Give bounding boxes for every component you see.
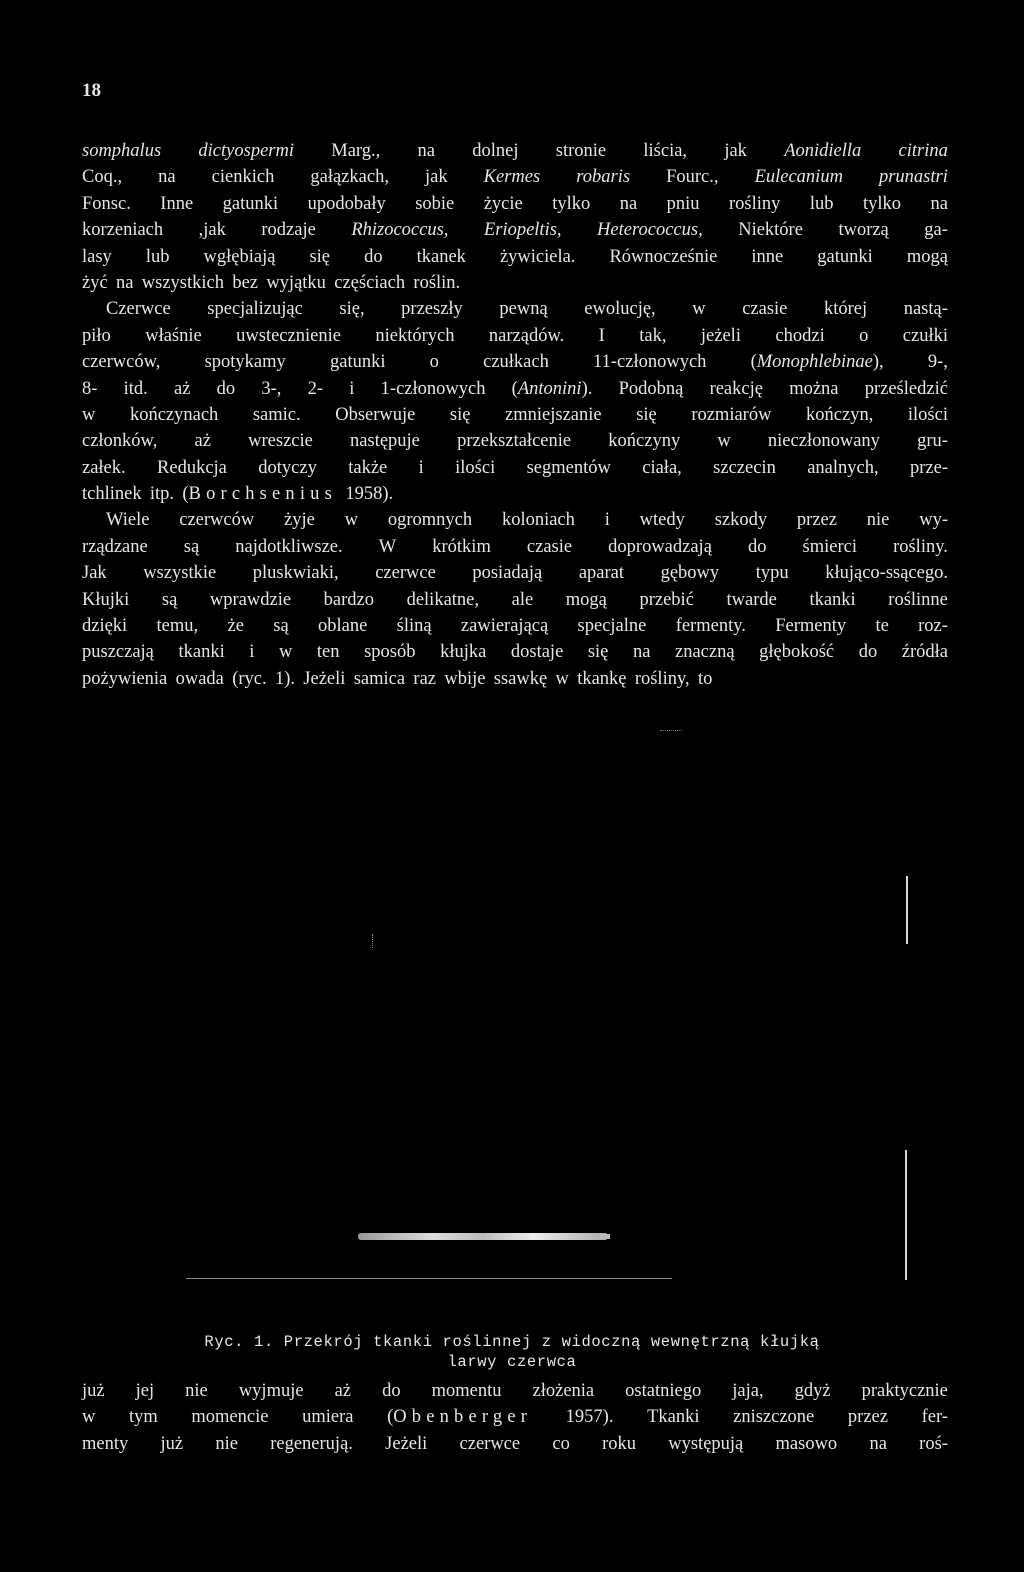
word: o — [859, 325, 869, 346]
word: częściach — [334, 272, 406, 293]
word: ostatniego — [625, 1381, 702, 1401]
word: czerwców, — [82, 352, 161, 373]
word: twarde — [726, 589, 777, 610]
word: w — [82, 404, 96, 425]
word: właśnie — [145, 325, 202, 346]
word: 11-członowych — [593, 352, 707, 373]
word: jak — [724, 141, 747, 161]
word: roku — [602, 1433, 636, 1454]
word: 3-, — [261, 378, 282, 399]
word: tworzą — [838, 220, 889, 241]
word: regenerują. — [270, 1433, 353, 1454]
word: roś- — [919, 1433, 948, 1454]
word: już — [82, 1381, 105, 1401]
word: najdotkliwsze. — [235, 536, 343, 557]
word: Wiele — [106, 510, 150, 531]
word: Jeżeli — [385, 1433, 428, 1454]
word: pożywienia — [82, 668, 168, 689]
word: Kłujki — [82, 589, 130, 610]
figure-caption — [150, 1332, 874, 1372]
word: czułki — [902, 325, 948, 346]
word: i — [604, 510, 610, 531]
word: prześledzić — [864, 378, 948, 399]
figure-illustration — [0, 700, 1024, 1300]
word: W — [378, 536, 397, 557]
word: Eulecanium — [754, 167, 843, 188]
word: roz- — [918, 616, 948, 637]
word: ale — [511, 589, 534, 610]
word: 8- — [82, 378, 98, 399]
word: rośliny — [729, 193, 781, 214]
word: przez — [847, 1407, 888, 1428]
word: się — [449, 404, 471, 425]
page-number: 18 — [82, 80, 101, 101]
word: Niektóre — [738, 220, 803, 241]
text-line — [82, 164, 948, 190]
word: wyjątku — [266, 272, 326, 293]
word: itp. — [149, 484, 175, 505]
body-text-top — [82, 138, 948, 692]
word: gru- — [917, 431, 948, 452]
word: robaris — [576, 167, 631, 188]
word: czasie — [526, 536, 573, 557]
figure-dots — [660, 730, 682, 731]
text-line — [82, 639, 948, 665]
word: reakcję — [709, 378, 763, 399]
word: raz — [413, 668, 437, 689]
figure-stylet-tip — [600, 1234, 610, 1239]
word: dolnej — [472, 141, 519, 161]
word: szkody — [714, 510, 768, 531]
word: na — [158, 167, 176, 188]
word: dotyczy — [258, 457, 317, 478]
word: Jak — [82, 563, 107, 584]
word: szczecin — [713, 457, 776, 478]
text-line — [82, 428, 948, 454]
word: już — [160, 1433, 184, 1454]
word: kończyn, — [806, 404, 874, 425]
word: o — [429, 352, 439, 373]
word: tkanki — [178, 642, 225, 663]
word: Obserwuje — [335, 404, 416, 425]
word: gatunki — [817, 246, 873, 267]
word: śmierci — [802, 536, 857, 557]
text-line — [82, 560, 948, 586]
word: Heterococcus, — [597, 220, 703, 241]
word: wtedy — [639, 510, 685, 531]
word: ,jak — [198, 220, 226, 241]
word: Jeżeli — [303, 668, 346, 689]
word: ssawkę — [493, 668, 548, 689]
word: nie — [185, 1381, 208, 1401]
word: gatunki — [222, 193, 279, 214]
word: stronie — [555, 141, 607, 161]
word: jak — [425, 167, 448, 188]
word: której — [823, 299, 868, 320]
word: się — [309, 246, 331, 267]
word: menty — [82, 1433, 129, 1454]
word: roślinne — [888, 589, 948, 610]
word: posiadają — [472, 563, 543, 584]
word: załek. — [82, 457, 126, 478]
word: lub — [145, 246, 170, 267]
word: w — [82, 1407, 96, 1428]
word: Tkanki — [647, 1407, 700, 1428]
word: wszystkich — [141, 272, 224, 293]
word: sobie — [415, 193, 455, 214]
word: typu — [755, 563, 789, 584]
word: jej — [135, 1381, 155, 1401]
word: w — [555, 668, 569, 689]
word: I — [598, 325, 605, 346]
word: gdyż — [794, 1381, 831, 1401]
word: Eriopeltis, — [483, 220, 562, 241]
word: prunastri — [878, 167, 948, 188]
word: fermenty. — [675, 616, 746, 637]
word: rządzane — [82, 536, 148, 557]
word: narządów. — [488, 325, 565, 346]
word: źródła — [901, 642, 948, 663]
word: Aonidiella — [784, 141, 862, 161]
word: jeżeli — [700, 325, 741, 346]
text-line — [82, 270, 948, 296]
word: mogą — [906, 246, 948, 267]
word: żyje — [284, 510, 315, 531]
word: kończynach — [129, 404, 219, 425]
word: nastą- — [903, 299, 948, 320]
word: przeszły — [401, 299, 463, 320]
word: tylko — [862, 193, 902, 214]
text-line — [82, 507, 948, 533]
word: czasie — [742, 299, 788, 320]
word: 1-członowych — [380, 378, 486, 399]
word: tkankę — [577, 668, 627, 689]
figure-stylet-band — [358, 1233, 608, 1240]
word: i — [418, 457, 424, 478]
word: na — [632, 642, 651, 663]
word: ogromnych — [387, 510, 473, 531]
word: czerwców — [179, 510, 255, 531]
word: sposób — [364, 642, 416, 663]
word: rodzaje — [261, 220, 316, 241]
word: się, — [339, 299, 365, 320]
word: to — [697, 668, 713, 689]
word: pniu — [666, 193, 700, 214]
word: i — [249, 642, 255, 663]
word: przez — [796, 510, 837, 531]
word: wgłębiają — [203, 246, 276, 267]
word: 9-, — [927, 352, 948, 373]
word: somphalus — [82, 141, 162, 161]
figure-vertical-line — [905, 1150, 907, 1280]
word: gębowy — [660, 563, 720, 584]
text-line — [82, 1378, 948, 1404]
word: Inne — [160, 193, 194, 214]
word: Rhizococcus, — [351, 220, 449, 241]
text-line — [82, 1431, 948, 1457]
word: (Borchsenius — [182, 484, 337, 505]
text-line — [82, 666, 948, 692]
word: momentu — [431, 1381, 502, 1401]
word: puszczają — [82, 642, 154, 663]
word: wy- — [919, 510, 948, 531]
word: ilości — [455, 457, 496, 478]
word: Fonsc. — [82, 193, 131, 214]
caption-line-1: Ryc. 1. Przekrój tkanki roślinnej z widoczną wewnętrzną kłujką — [204, 1333, 820, 1351]
word: ewolucję, — [584, 299, 656, 320]
word: śliną — [396, 616, 432, 637]
word: się — [587, 642, 609, 663]
word: na — [116, 272, 134, 293]
text-line — [82, 402, 948, 428]
word: 1958). — [345, 484, 394, 505]
word: ga- — [924, 220, 948, 241]
text-line — [82, 455, 948, 481]
word: kłujka — [440, 642, 487, 663]
word: głębokość — [759, 642, 835, 663]
text-line — [82, 217, 948, 243]
word: temu, — [156, 616, 199, 637]
word: (Antonini). — [511, 378, 593, 399]
word: życie — [483, 193, 523, 214]
word: (Obenberger — [387, 1407, 533, 1428]
word: do — [364, 246, 383, 267]
word: bez — [232, 272, 258, 293]
word: niektórych — [375, 325, 455, 346]
word: owada — [175, 668, 224, 689]
word: aż — [174, 378, 191, 399]
word: 2- — [307, 378, 324, 399]
word: praktycznie — [861, 1381, 948, 1401]
word: piło — [82, 325, 111, 346]
word: w — [344, 510, 359, 531]
word: są — [161, 589, 178, 610]
word: i — [349, 378, 355, 399]
word: korzeniach — [82, 220, 164, 241]
word: Redukcja — [157, 457, 227, 478]
word: lasy — [82, 246, 112, 267]
word: upodobały — [307, 193, 386, 214]
word: specjalizując — [207, 299, 303, 320]
text-line — [82, 1404, 948, 1430]
word: dzięki — [82, 616, 128, 637]
word: aż — [334, 1381, 352, 1401]
text-line — [82, 296, 948, 322]
word: zniszczone — [733, 1407, 815, 1428]
text-line — [82, 349, 948, 375]
word: następuje — [350, 431, 420, 452]
word: pewną — [499, 299, 548, 320]
word: analnych, — [807, 457, 879, 478]
word: ilości — [907, 404, 948, 425]
word: są — [183, 536, 200, 557]
word: segmentów — [526, 457, 611, 478]
word: na — [619, 193, 638, 214]
word: przebić — [639, 589, 694, 610]
text-line — [82, 376, 948, 402]
word: inne — [751, 246, 784, 267]
word: na — [930, 193, 948, 214]
word: te — [875, 616, 889, 637]
figure-vertical-line — [906, 876, 908, 944]
word: w — [717, 431, 731, 452]
word: liścia, — [643, 141, 688, 161]
text-line — [82, 244, 948, 270]
word: ciała, — [642, 457, 682, 478]
word: czerwce — [459, 1433, 521, 1454]
word: nieczłonowany — [767, 431, 880, 452]
word: prze- — [909, 457, 948, 478]
word: nie — [215, 1433, 238, 1454]
word: masowo — [775, 1433, 838, 1454]
word: momencie — [191, 1407, 269, 1428]
word: występują — [668, 1433, 744, 1454]
word: delikatne, — [406, 589, 480, 610]
word: Czerwce — [106, 299, 171, 320]
word: samica — [353, 668, 406, 689]
word: w — [278, 642, 293, 663]
word: wreszcie — [248, 431, 313, 452]
word: kłująco-ssącego. — [825, 563, 948, 584]
word: tchlinek — [82, 484, 142, 505]
word: ten — [316, 642, 340, 663]
word: nie — [866, 510, 890, 531]
word: pluskwiaki, — [252, 563, 339, 584]
word: tkanek — [416, 246, 466, 267]
word: do — [747, 536, 767, 557]
word: wyjmuje — [238, 1381, 304, 1401]
word: 1). — [274, 668, 295, 689]
text-line — [82, 613, 948, 639]
word: rośliny. — [893, 536, 948, 557]
figure-baseline — [186, 1278, 672, 1279]
text-line — [82, 323, 948, 349]
word: na — [417, 141, 435, 161]
word: rozmiarów — [691, 404, 772, 425]
word: chodzi — [775, 325, 825, 346]
word: tkanki — [809, 589, 856, 610]
word: co — [552, 1433, 570, 1454]
word: lub — [809, 193, 834, 214]
word: czułkach — [483, 352, 549, 373]
word: dostaje — [510, 642, 564, 663]
figure-tick — [372, 934, 374, 948]
word: Marg., — [331, 141, 381, 161]
text-line — [82, 534, 948, 560]
word: Kermes — [483, 167, 541, 188]
word: jaja, — [732, 1381, 764, 1401]
text-line — [82, 191, 948, 217]
word: gałązkach, — [310, 167, 389, 188]
word: tak, — [639, 325, 667, 346]
word: oblane — [318, 616, 368, 637]
word: aparat — [578, 563, 624, 584]
word: krótkim — [432, 536, 491, 557]
word: do — [858, 642, 878, 663]
word: roślin. — [413, 272, 461, 293]
word: wszystkie — [143, 563, 217, 584]
word: tylko — [552, 193, 591, 214]
word: wprawdzie — [209, 589, 292, 610]
word: Fermenty — [775, 616, 847, 637]
word: Równocześnie — [609, 246, 718, 267]
word: 1957). — [565, 1407, 614, 1428]
word: itd. — [123, 378, 148, 399]
word: umiera — [302, 1407, 354, 1428]
word: można — [789, 378, 839, 399]
word: do — [382, 1381, 401, 1401]
word: na — [869, 1433, 887, 1454]
word: wbije — [444, 668, 486, 689]
word: czerwce — [375, 563, 436, 584]
body-text-bottom — [82, 1378, 948, 1457]
word: żywiciela. — [499, 246, 576, 267]
word: znaczną — [675, 642, 735, 663]
caption-line-2: larwy czerwca — [447, 1353, 577, 1371]
text-line — [82, 587, 948, 613]
word: gatunki — [329, 352, 386, 373]
word: (Monophlebinae), — [750, 352, 884, 373]
word: bardzo — [323, 589, 374, 610]
word: samic. — [252, 404, 301, 425]
word: aż — [194, 431, 211, 452]
word: do — [216, 378, 236, 399]
word: mogą — [565, 589, 607, 610]
word: cienkich — [211, 167, 275, 188]
word: złożenia — [532, 1381, 595, 1401]
word: żyć — [82, 272, 108, 293]
word: Fourc., — [666, 167, 719, 188]
word: kończyny — [608, 431, 681, 452]
word: Podobną — [618, 378, 684, 399]
word: Coq., — [82, 167, 123, 188]
word: także — [348, 457, 388, 478]
word: zawierającą — [460, 616, 549, 637]
word: przekształcenie — [457, 431, 572, 452]
word: dictyospermi — [198, 141, 294, 161]
word: spotykamy — [204, 352, 286, 373]
word: (ryc. — [232, 668, 267, 689]
word: członków, — [82, 431, 158, 452]
word: zmniejszanie — [505, 404, 602, 425]
word: uwstecznienie — [236, 325, 341, 346]
word: się — [636, 404, 657, 425]
word: tym — [129, 1407, 158, 1428]
word: doprowadzają — [608, 536, 712, 557]
word: w — [692, 299, 706, 320]
word: rośliny, — [634, 668, 690, 689]
text-line — [82, 481, 948, 507]
word: fer- — [921, 1407, 948, 1428]
text-line — [82, 138, 948, 164]
word: specjalne — [577, 616, 647, 637]
word: są — [273, 616, 289, 637]
word: citrina — [898, 141, 948, 161]
word: że — [227, 616, 244, 637]
word: koloniach — [501, 510, 575, 531]
